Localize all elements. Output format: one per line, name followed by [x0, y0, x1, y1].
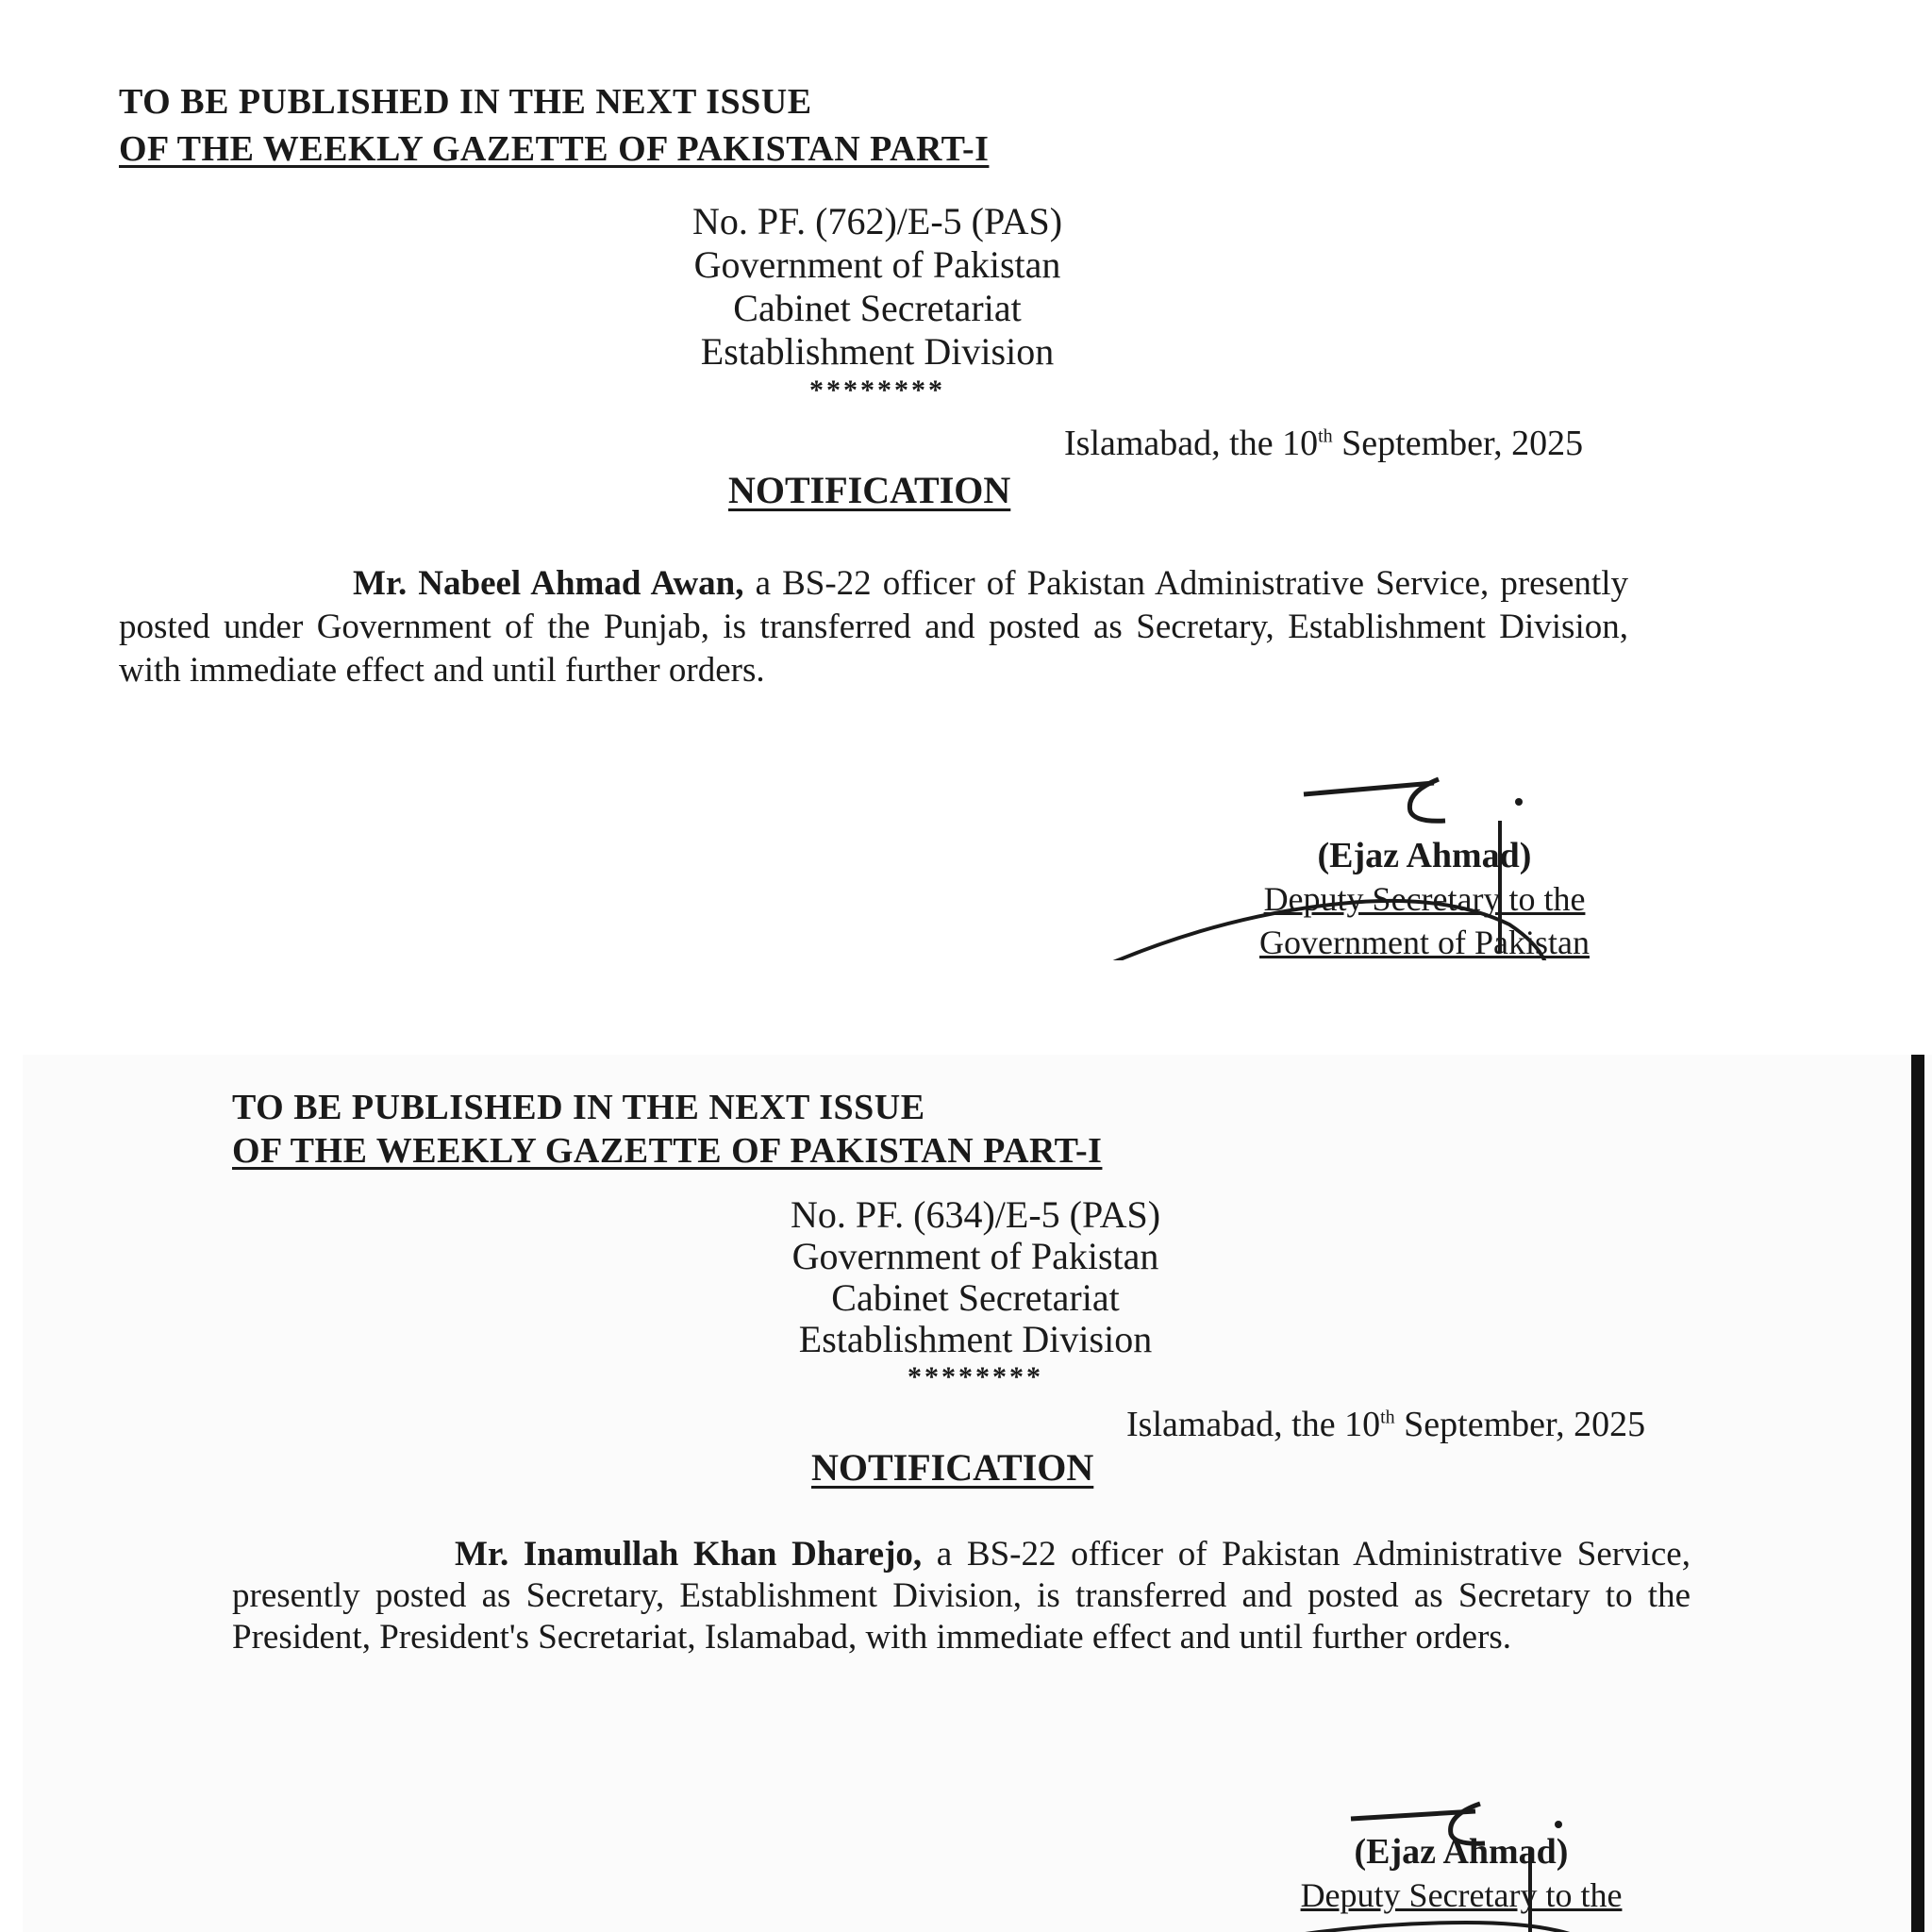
notification-document-1: [0, 0, 1932, 960]
date-prefix: Islamabad, the 10: [1126, 1405, 1381, 1444]
issuing-office-block: [683, 1194, 1268, 1394]
gazette-header-line-2: OF THE WEEKLY GAZETTE OF PAKISTAN PART-I: [119, 129, 990, 169]
signatory-designation: Deputy Secretary to the: [1300, 1876, 1623, 1914]
issuing-office-block: [585, 200, 1170, 408]
notification-document-2: [23, 1055, 1932, 1932]
government-name: Government of Pakistan: [791, 1235, 1159, 1277]
issue-date: [1064, 423, 1583, 464]
notification-title: NOTIFICATION: [728, 469, 1011, 511]
government-name: Government of Pakistan: [693, 243, 1061, 286]
officer-name: Mr. Nabeel Ahmad Awan,: [353, 564, 744, 603]
page-edge-bar: [1911, 1055, 1924, 1932]
body-text: a BS-22 officer of Pakistan Administrative Service, presently posted under Government of the Punjab, is transferred and posted as Secretary, Establishment Division, with immediate effect and until further orders.: [119, 564, 1628, 690]
gazette-header-line-1: TO BE PUBLISHED IN THE NEXT ISSUE: [119, 82, 812, 122]
signatory-name: (Ejaz Ahmad): [1317, 836, 1532, 875]
file-number: No. PF. (634)/E-5 (PAS): [790, 1193, 1161, 1236]
notification-body: [232, 1534, 1690, 1658]
date-rest: September, 2025: [1394, 1405, 1646, 1444]
date-ordinal: th: [1380, 1407, 1395, 1428]
secretariat-name: Cabinet Secretariat: [733, 287, 1022, 329]
separator-stars: ********: [908, 1361, 1043, 1392]
file-number: No. PF. (762)/E-5 (PAS): [691, 200, 1063, 242]
signatory-government: Government of Pakistan: [1259, 924, 1590, 960]
gazette-header-line-2: OF THE WEEKLY GAZETTE OF PAKISTAN PART-I: [232, 1131, 1103, 1171]
division-name: Establishment Division: [798, 1318, 1153, 1360]
division-name: Establishment Division: [700, 330, 1055, 373]
body-text: a BS-22 officer of Pakistan Administrative Service, presently posted as Secretary, Establishment Division, is transferred and posted as Secretary to the President, President's Secretariat, Islamabad, with immediate effect and until further orders.: [232, 1535, 1690, 1657]
gazette-header-line-1: TO BE PUBLISHED IN THE NEXT ISSUE: [232, 1088, 925, 1127]
page-gap: [0, 960, 1932, 1055]
signatory-name: (Ejaz Ahmad): [1354, 1832, 1569, 1872]
secretariat-name: Cabinet Secretariat: [831, 1276, 1120, 1319]
separator-stars: ********: [809, 375, 945, 406]
signatory-block: [1217, 834, 1632, 960]
notification-title: NOTIFICATION: [811, 1446, 1094, 1489]
date-rest: September, 2025: [1332, 424, 1584, 463]
notification-body: [119, 562, 1628, 692]
issue-date: [1126, 1404, 1645, 1445]
date-ordinal: th: [1318, 425, 1333, 447]
officer-name: Mr. Inamullah Khan Dharejo,: [455, 1535, 923, 1574]
signatory-block: [1249, 1830, 1674, 1917]
signatory-designation: Deputy Secretary to the: [1263, 880, 1586, 918]
date-prefix: Islamabad, the 10: [1064, 424, 1319, 463]
